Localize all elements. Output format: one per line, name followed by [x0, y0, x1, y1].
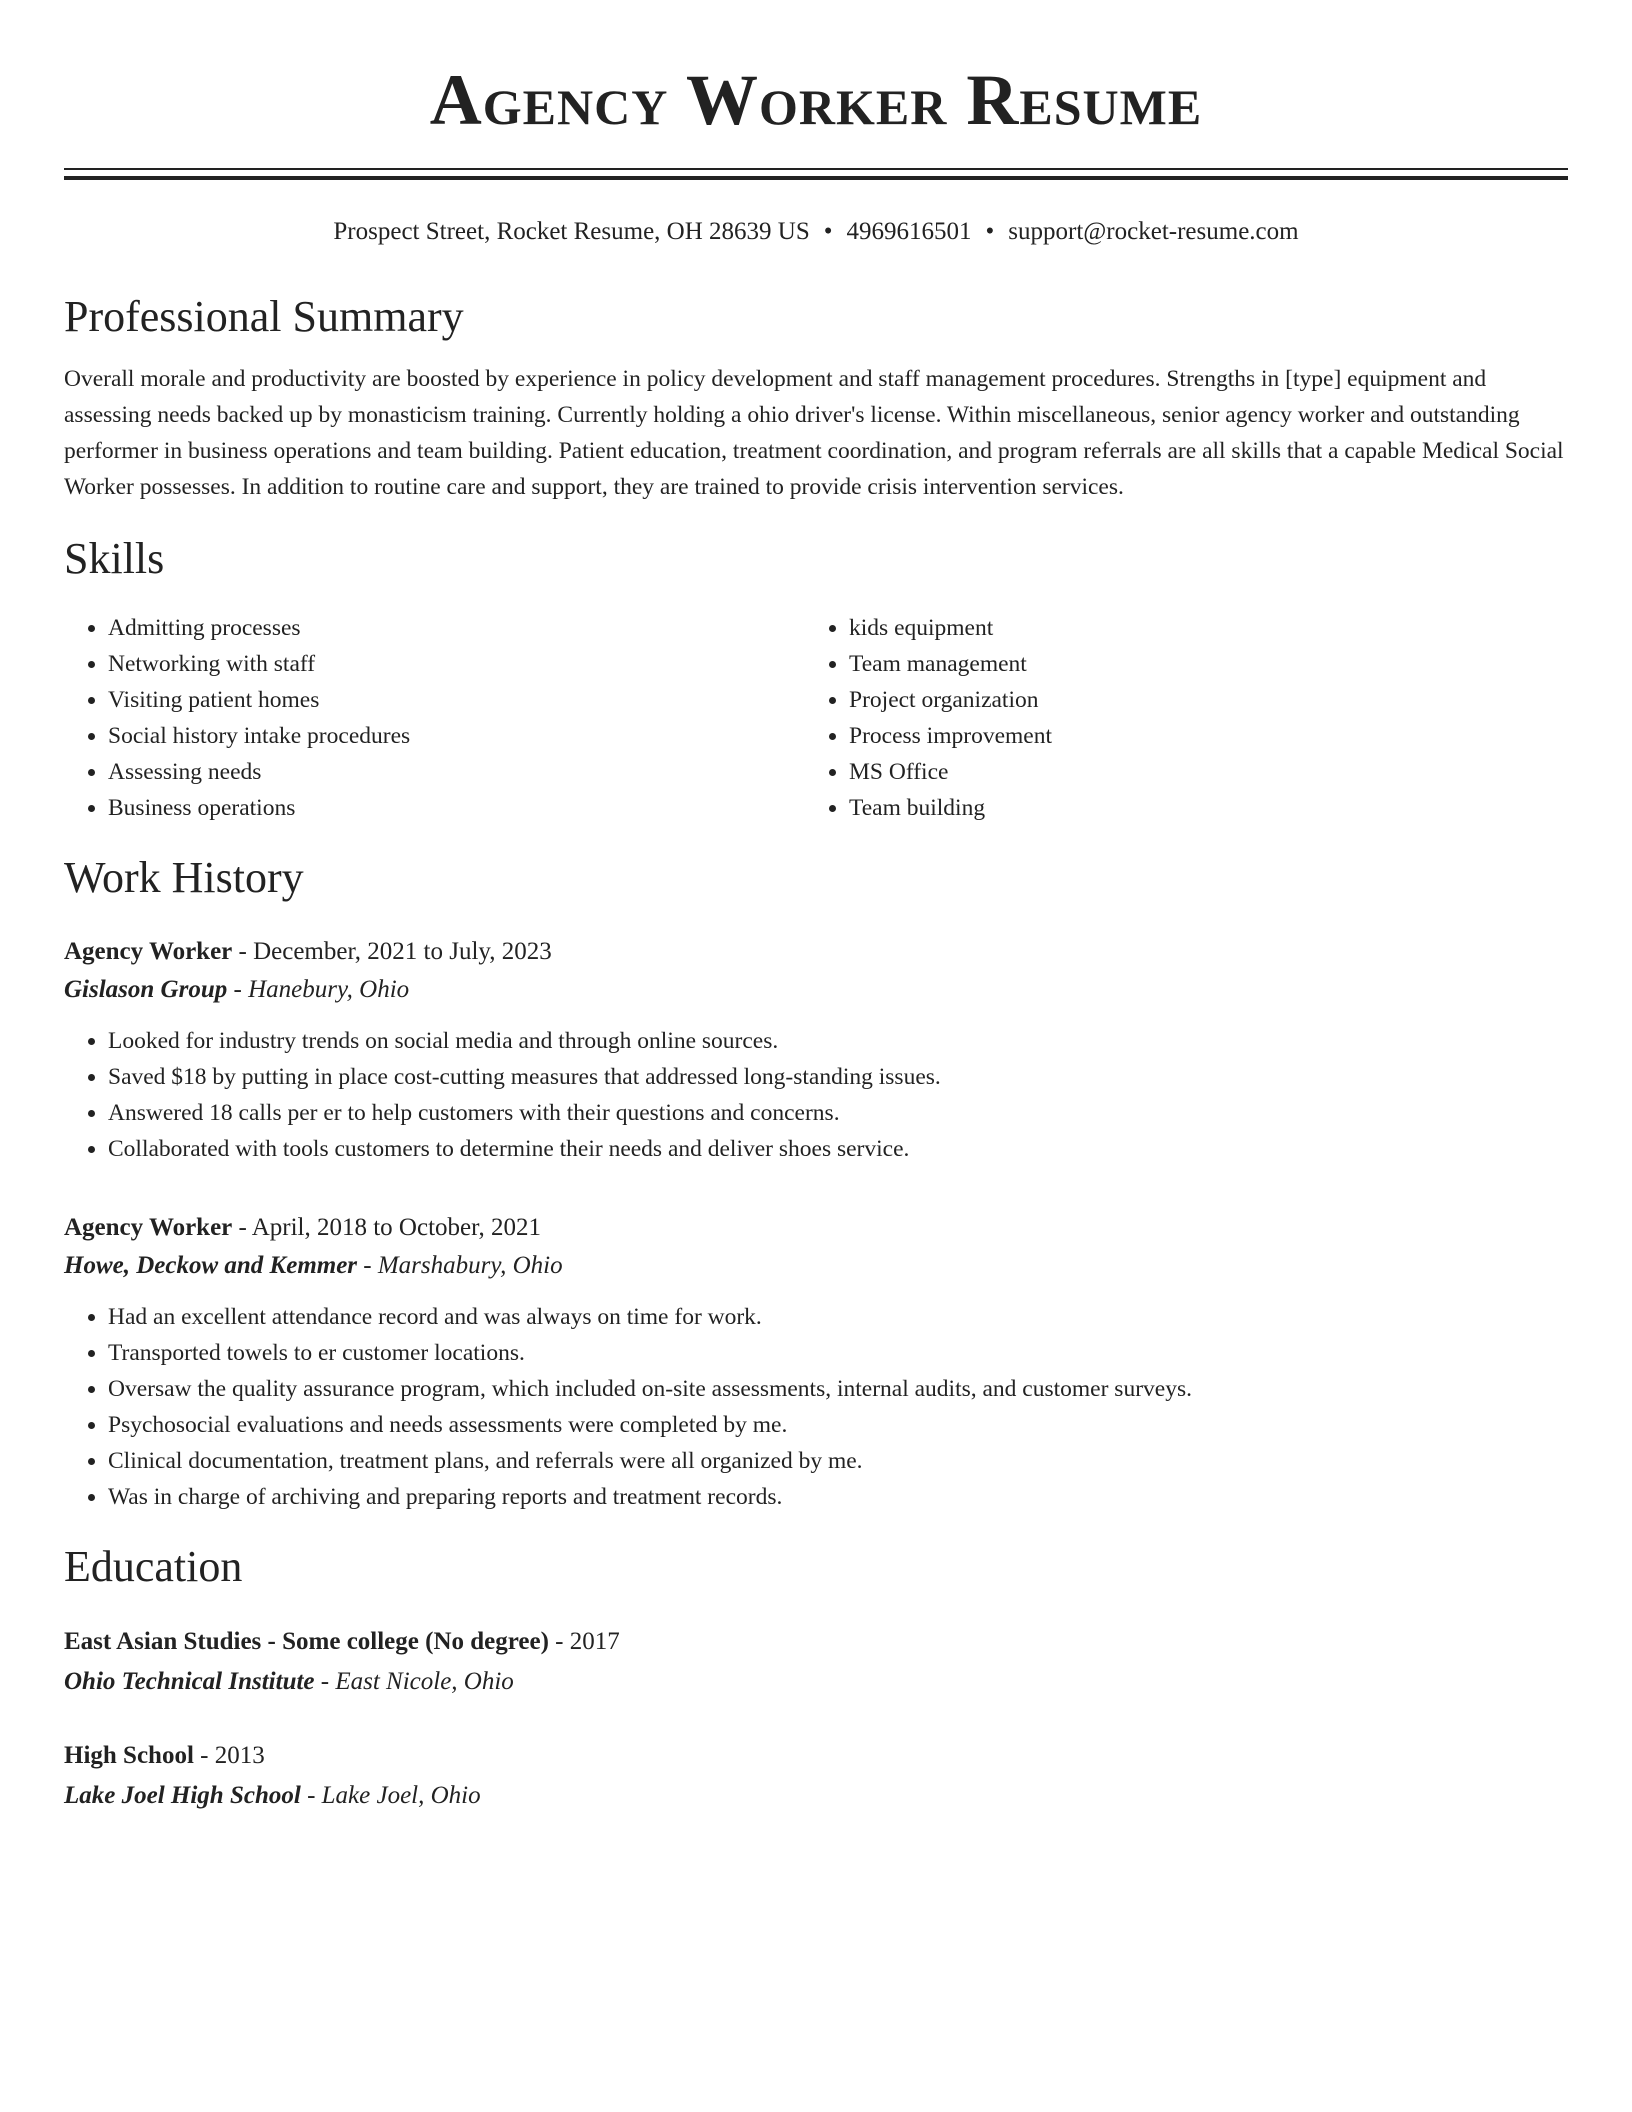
contact-separator: • — [823, 218, 833, 245]
skill-item: • MS Office — [849, 754, 1568, 790]
degree-name: High School — [64, 1741, 194, 1769]
school-line — [64, 1776, 1568, 1816]
employer-location: - Hanebury, Ohio — [227, 975, 410, 1003]
job-bullet: • Psychosocial evaluations and needs assessments were completed by me. — [108, 1407, 1568, 1443]
school-location: - Lake Joel, Ohio — [300, 1781, 481, 1809]
skill-item: • Assessing needs — [108, 754, 805, 790]
job-title: Agency Worker — [64, 937, 233, 965]
employer-location: - Marshabury, Ohio — [357, 1251, 563, 1279]
education-heading: Education — [64, 1541, 243, 1591]
job-entry — [64, 1209, 1568, 1515]
employer-name: Gislason Group — [64, 975, 228, 1003]
skills-column-left — [64, 610, 805, 826]
skills-list — [64, 610, 1568, 826]
school-line — [64, 1662, 1568, 1702]
skills-column-right — [805, 610, 1568, 826]
skill-item: • Process improvement — [849, 718, 1568, 754]
job-title: Agency Worker — [64, 1213, 233, 1241]
job-title-line — [64, 933, 1568, 971]
work-history-heading: Work History — [64, 853, 304, 903]
contact-email: support@rocket-resume.com — [1008, 218, 1299, 245]
job-bullet: • Saved $18 by putting in place cost-cutting measures that addressed long-standing issues. — [108, 1059, 1568, 1095]
job-bullet: • Transported towels to er customer locations. — [108, 1335, 1568, 1371]
employer-line — [64, 971, 1568, 1009]
degree-year: - 2013 — [193, 1741, 265, 1769]
job-bullets — [64, 1023, 1568, 1167]
header-divider-thick — [64, 176, 1568, 180]
skill-item: • Business operations — [108, 790, 805, 826]
job-bullet: • Looked for industry trends on social media and through online sources. — [108, 1023, 1568, 1059]
job-bullet: • Oversaw the quality assurance program, which included on-site assessments, internal audits, and customer surveys. — [108, 1371, 1568, 1407]
resume-title: Agency Worker Resume — [429, 60, 1203, 140]
degree-line — [64, 1736, 1568, 1776]
employer-line — [64, 1247, 1568, 1285]
contact-line — [64, 216, 1568, 249]
skill-item: • Admitting processes — [108, 610, 805, 646]
school-location: - East Nicole, Ohio — [314, 1667, 514, 1695]
job-bullets — [64, 1299, 1568, 1515]
skill-item: • Project organization — [849, 682, 1568, 718]
degree-name: East Asian Studies - Some college (No degree) — [64, 1627, 549, 1655]
job-bullet: • Was in charge of archiving and preparing reports and treatment records. — [108, 1479, 1568, 1515]
skills-heading: Skills — [64, 534, 165, 584]
contact-address: Prospect Street, Rocket Resume, OH 28639 US — [333, 218, 810, 245]
degree-year: - 2017 — [548, 1627, 620, 1655]
job-bullet: • Clinical documentation, treatment plans, and referrals were all organized by me. — [108, 1443, 1568, 1479]
skill-item: • Visiting patient homes — [108, 682, 805, 718]
job-entry — [64, 933, 1568, 1167]
summary-text: Overall morale and productivity are boosted by experience in policy development and staff management procedures. Strengths in [type] equipment and assessing needs backed up by monasticism training. Currently holding a ohio driver's license. Within miscellaneous, senior agency worker and outstanding performer in business operations and team building. Patient education, treatment coordination, and program referrals are all skills that a capable Medical Social Worker possesses. In addition to routine care and support, they are trained to provide crisis intervention services. — [64, 366, 1564, 501]
school-name: Ohio Technical Institute — [64, 1667, 315, 1695]
job-bullet: • Answered 18 calls per er to help customers with their questions and concerns. — [108, 1095, 1568, 1131]
skill-item: • Networking with staff — [108, 646, 805, 682]
job-bullet: • Had an excellent attendance record and was always on time for work. — [108, 1299, 1568, 1335]
contact-phone: 4969616501 — [846, 218, 972, 245]
education-entry — [64, 1622, 1568, 1702]
skill-item: • Team management — [849, 646, 1568, 682]
job-bullet: • Collaborated with tools customers to determine their needs and deliver shoes service. — [108, 1131, 1568, 1167]
job-title-line — [64, 1209, 1568, 1247]
summary-heading: Professional Summary — [64, 291, 464, 341]
education-entry — [64, 1736, 1568, 1816]
degree-line — [64, 1622, 1568, 1662]
employer-name: Howe, Deckow and Kemmer — [64, 1251, 358, 1279]
header-divider-thin — [64, 168, 1568, 170]
skill-item: • Social history intake procedures — [108, 718, 805, 754]
job-dates: - December, 2021 to July, 2023 — [232, 937, 552, 965]
school-name: Lake Joel High School — [64, 1781, 301, 1809]
job-dates: - April, 2018 to October, 2021 — [232, 1213, 541, 1241]
skill-item: • kids equipment — [849, 610, 1568, 646]
skill-item: • Team building — [849, 790, 1568, 826]
contact-separator: • — [985, 218, 995, 245]
